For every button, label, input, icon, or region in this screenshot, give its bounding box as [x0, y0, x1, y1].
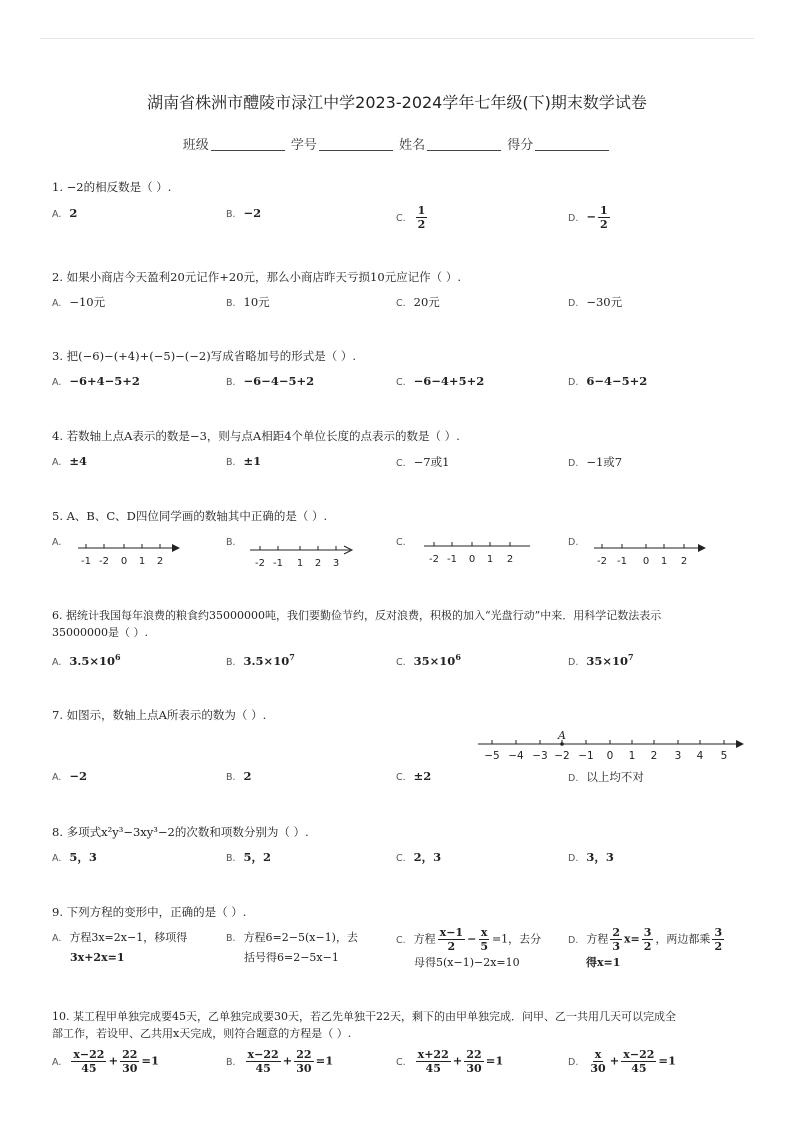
tick-label: 2: [650, 750, 658, 762]
option-d[interactable]: D. − $\frac{1}{2}$: [568, 204, 608, 231]
question-9-options: [52, 926, 752, 976]
option-a[interactable]: A. $3.5\times 10^6$: [52, 652, 121, 668]
tick-label: 1: [486, 554, 494, 565]
option-d[interactable]: D. 3，3: [568, 850, 614, 864]
question-8: [52, 823, 742, 841]
tick-label: 2: [156, 556, 164, 567]
option-a[interactable]: A. ±4: [52, 454, 87, 468]
question-3-stem: 3. 把(−6)−(+4)+(−5)−(−2)写成省略加号的形式是（ ）.: [52, 349, 357, 363]
tick-label: -2: [597, 556, 607, 567]
option-d[interactable]: D. −1或7: [568, 455, 623, 469]
tick-label: 3: [332, 558, 340, 569]
tick-label: 1: [138, 556, 146, 567]
option-d[interactable]: D.: [568, 537, 579, 548]
question-10: [52, 1008, 742, 1042]
tick-label: 5: [720, 750, 728, 762]
option-b[interactable]: B. 5，2: [226, 850, 272, 864]
page-title: 湖南省株洲市醴陵市渌江中学2023-2024学年七年级(下)期末数学试卷: [147, 93, 647, 112]
number-line-d: [592, 538, 712, 570]
question-7: [52, 706, 742, 724]
tick-label: −2: [554, 750, 570, 762]
number-line-a: [74, 538, 184, 570]
option-b[interactable]: B. 2: [226, 769, 252, 783]
tick-label: -1: [81, 556, 91, 567]
option-c[interactable]: C. $35\times 10^6$: [396, 652, 461, 668]
question-2-options: [52, 294, 752, 334]
tick-label: -1: [273, 558, 283, 569]
option-d[interactable]: D. 方程 $\frac{2}{3}$ x= $\frac{3}{2}$ ，两边都乘 $\frac{3}{2}$ 得x=1: [568, 926, 723, 969]
question-9: [52, 903, 742, 921]
question-5-options: [52, 534, 752, 568]
student-info-line: [0, 134, 794, 153]
question-3: [52, 347, 742, 365]
number-line-b: [248, 540, 358, 572]
tick-label: 2: [506, 554, 514, 565]
option-d[interactable]: D. 以上均不对: [568, 770, 644, 784]
question-8-stem: 8. 多项式x²y³−3xy³−2的次数和项数分别为（ ）.: [52, 825, 309, 839]
question-1-stem: 1. −2的相反数是（ ）.: [52, 180, 172, 194]
tick-label: 2: [680, 556, 688, 567]
question-1-options: [52, 204, 752, 244]
option-c[interactable]: C. 2，3: [396, 850, 442, 864]
tick-label: 1: [660, 556, 668, 567]
option-c[interactable]: C. 方程 $\frac{x-1}{2}$ − $\frac{x}{5}$ =1，去分 母得5(x−1)−2x=10: [396, 926, 542, 969]
question-3-options: [52, 374, 752, 414]
score-blank[interactable]: [535, 138, 609, 151]
tick-label: -1: [447, 554, 457, 565]
question-6-options: [52, 652, 752, 692]
question-2: [52, 268, 742, 286]
option-b[interactable]: B. 10元: [226, 295, 270, 309]
tick-label: -2: [429, 554, 439, 565]
question-10-stem-line-1: 10. 某工程甲单独完成要45天，乙单独完成要30天，若乙先单独干22天，剩下的由甲单独完成．问甲、乙一共用几天可以完成全: [52, 1010, 676, 1023]
option-a[interactable]: A. $\frac{x-22}{45}$ + $\frac{22}{30}$ =1: [52, 1048, 160, 1075]
option-b[interactable]: B. 方程6=2−5(x−1)，去 括号得6=2−5x−1: [226, 931, 358, 964]
option-a[interactable]: A. −10元: [52, 295, 106, 309]
tick-label: 1: [628, 750, 636, 762]
option-c[interactable]: C. −7或1: [396, 455, 450, 469]
question-6-stem-line-1: 6. 据统计我国每年浪费的粮食约35000000吨，我们要勤俭节约，反对浪费，积极的加入“光盘行动”中来．用科学记数法表示: [52, 609, 662, 622]
tick-label: -2: [255, 558, 265, 569]
option-d[interactable]: D. −30元: [568, 295, 623, 309]
class-blank[interactable]: [211, 138, 285, 151]
tick-label: −1: [578, 750, 594, 762]
option-c[interactable]: C.: [396, 537, 406, 548]
question-5: [52, 507, 742, 525]
option-b[interactable]: B.: [226, 537, 236, 548]
tick-label: 0: [642, 556, 650, 567]
top-divider: [40, 38, 754, 39]
option-a[interactable]: A. 2: [52, 206, 78, 220]
question-1: [52, 178, 742, 196]
question-2-stem: 2. 如果小商店今天盈利20元记作+20元，那么小商店昨天亏损10元应记作（ ）.: [52, 270, 461, 284]
question-10-options: [52, 1048, 752, 1088]
score-label: 得分: [507, 138, 534, 153]
option-a[interactable]: A. −2: [52, 769, 87, 783]
question-6-stem-line-2: 35000000是（ ）.: [52, 626, 148, 639]
option-b[interactable]: B. −6−4−5+2: [226, 374, 315, 388]
option-a[interactable]: A. 5，3: [52, 850, 97, 864]
tick-label: 0: [120, 556, 128, 567]
tick-label: 0: [468, 554, 476, 565]
option-a[interactable]: A. 方程3x=2x−1，移项得 3x+2x=1: [52, 931, 188, 964]
tick-label: 0: [606, 750, 614, 762]
option-b[interactable]: B. −2: [226, 206, 262, 220]
option-b[interactable]: B. ±1: [226, 454, 262, 468]
id-blank[interactable]: [319, 138, 393, 151]
option-a[interactable]: A.: [52, 537, 62, 548]
name-blank[interactable]: [427, 138, 501, 151]
tick-label: −5: [484, 750, 500, 762]
option-b[interactable]: B. $3.5\times 10^7$: [226, 652, 295, 668]
tick-label: −4: [508, 750, 524, 762]
option-d[interactable]: D. 6−4−5+2: [568, 374, 648, 388]
option-a[interactable]: A. −6+4−5+2: [52, 374, 140, 388]
point-a-label: A: [558, 729, 566, 742]
question-10-stem-line-2: 部工作，若设甲、乙共用x天完成，则符合题意的方程是（ ）.: [52, 1027, 352, 1040]
question-5-stem: 5. A、B、C、D四位同学画的数轴其中正确的是（ ）.: [52, 509, 328, 523]
class-label: 班级: [182, 138, 209, 153]
tick-label: 3: [674, 750, 682, 762]
option-c[interactable]: C. −6−4+5+2: [396, 374, 485, 388]
option-d[interactable]: D. $35\times 10^7$: [568, 652, 634, 668]
tick-label: 4: [696, 750, 704, 762]
question-7-options: [52, 769, 752, 809]
question-7-stem: 7. 如图示，数轴上点A所表示的数为（ ）.: [52, 708, 267, 722]
question-9-stem: 9. 下列方程的变形中，正确的是（ ）.: [52, 905, 247, 919]
tick-label: -1: [617, 556, 627, 567]
question-8-options: [52, 849, 752, 889]
option-d[interactable]: D. $\frac{x}{30}$ + $\frac{x-22}{45}$ =1: [568, 1048, 677, 1075]
tick-label: 1: [296, 558, 304, 569]
question-6: [52, 607, 742, 641]
number-line-c: [420, 536, 532, 568]
option-c[interactable]: C. $\frac{1}{2}$: [396, 204, 426, 231]
tick-label: 2: [314, 558, 322, 569]
name-label: 姓名: [399, 138, 426, 153]
question-7-number-line: [474, 728, 746, 764]
id-label: 学号: [290, 138, 317, 153]
question-4: [52, 427, 742, 445]
tick-label: -2: [99, 556, 109, 567]
question-4-stem: 4. 若数轴上点A表示的数是−3，则与点A相距4个单位长度的点表示的数是（ ）.: [52, 429, 460, 443]
option-b[interactable]: B. $\frac{x-22}{45}$ + $\frac{22}{30}$ =1: [226, 1048, 334, 1075]
option-c[interactable]: C. 20元: [396, 295, 440, 309]
option-c[interactable]: C. $\frac{x+22}{45}$ + $\frac{22}{30}$ =1: [396, 1048, 504, 1075]
question-4-options: [52, 454, 752, 494]
tick-label: −3: [532, 750, 548, 762]
option-c[interactable]: C. ±2: [396, 769, 432, 783]
